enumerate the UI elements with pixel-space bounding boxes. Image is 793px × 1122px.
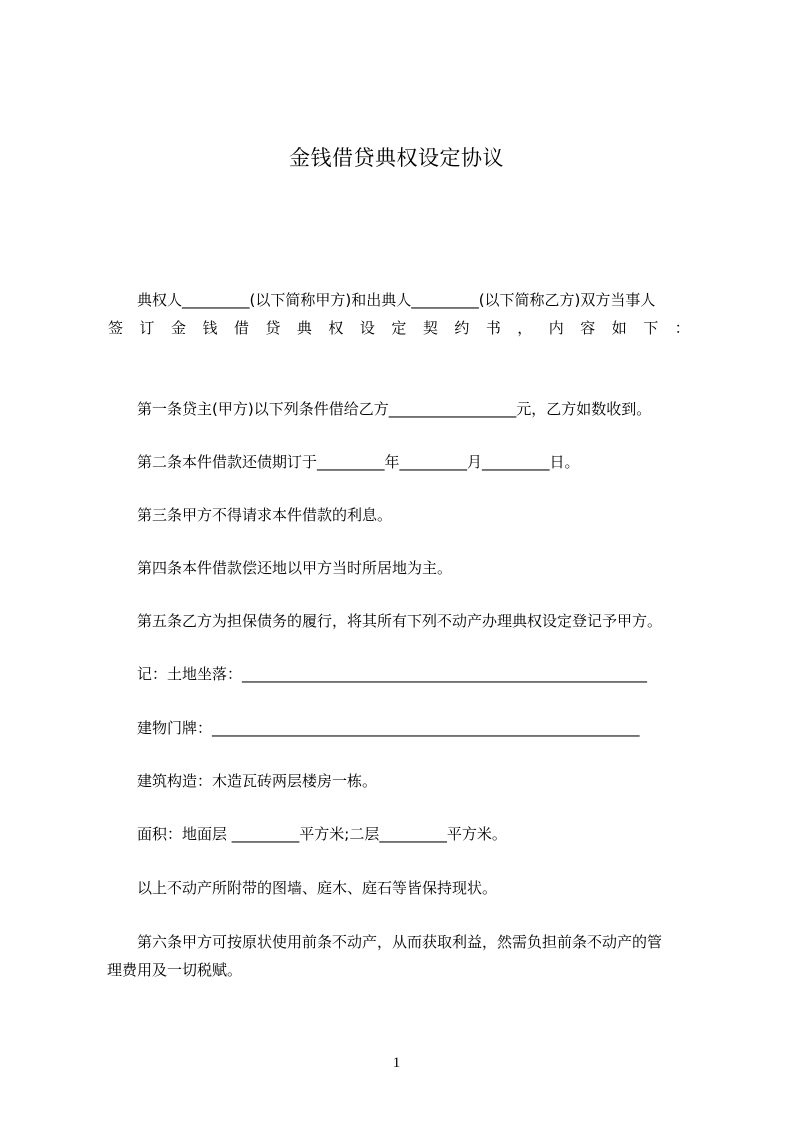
intro-char: 下 xyxy=(643,319,659,337)
intro-char: 约 xyxy=(454,319,470,337)
document-title: 金钱借贷典权设定协议 xyxy=(289,146,504,170)
intro-char: 金 xyxy=(170,319,186,337)
clause-1: 第一条贷主(甲方)以下列条件借给乙方_________________元，乙方如数收到。 xyxy=(137,400,652,418)
intro-char: 签 xyxy=(108,319,124,337)
intro-char: 设 xyxy=(359,319,375,337)
intro-char: 如 xyxy=(611,319,627,337)
land-location: 记：土地坐落：______________________________________________________ xyxy=(137,665,648,683)
intro-char: 借 xyxy=(233,319,249,337)
intro-line-2 xyxy=(108,318,690,338)
intro-char: 权 xyxy=(328,319,344,337)
intro-char: ： xyxy=(674,319,690,337)
floor-area: 面积：地面层 _________平方米;二层_________平方米。 xyxy=(137,825,507,843)
intro-char: ， xyxy=(517,319,533,337)
clause-3: 第三条甲方不得请求本件借款的利息。 xyxy=(137,506,393,524)
attached-items: 以上不动产所附带的图墙、庭木、庭石等皆保持现状。 xyxy=(137,879,498,897)
clause-4: 第四条本件借款偿还地以甲方当时所居地为主。 xyxy=(137,559,453,577)
intro-char: 定 xyxy=(391,319,407,337)
building-number: 建物门牌：_________________________________________________________ xyxy=(137,719,640,737)
intro-char: 订 xyxy=(139,319,155,337)
building-structure: 建筑构造：木造瓦砖两层楼房一栋。 xyxy=(137,772,378,790)
intro-char: 容 xyxy=(580,319,596,337)
intro-char: 契 xyxy=(422,319,438,337)
page-number: 1 xyxy=(392,1055,401,1071)
intro-char: 钱 xyxy=(202,319,218,337)
intro-line-1: 典权人_________(以下简称甲方)和出典人_________(以下简称乙方)双方当事人 xyxy=(137,291,656,309)
clause-6-line-2: 理费用及一切税赋。 xyxy=(107,961,243,979)
intro-char: 典 xyxy=(296,319,312,337)
clause-5: 第五条乙方为担保债务的履行，将其所有下列不动产办理典权设定登记予甲方。 xyxy=(137,612,663,630)
intro-char: 贷 xyxy=(265,319,281,337)
clause-2: 第二条本件借款还债期订于_________年_________月_________日。 xyxy=(137,453,580,471)
clause-6-line-1: 第六条甲方可按原状使用前条不动产，从而获取利益，然需负担前条不动产的管 xyxy=(137,933,663,951)
intro-char: 书 xyxy=(485,319,501,337)
intro-char: 内 xyxy=(548,319,564,337)
